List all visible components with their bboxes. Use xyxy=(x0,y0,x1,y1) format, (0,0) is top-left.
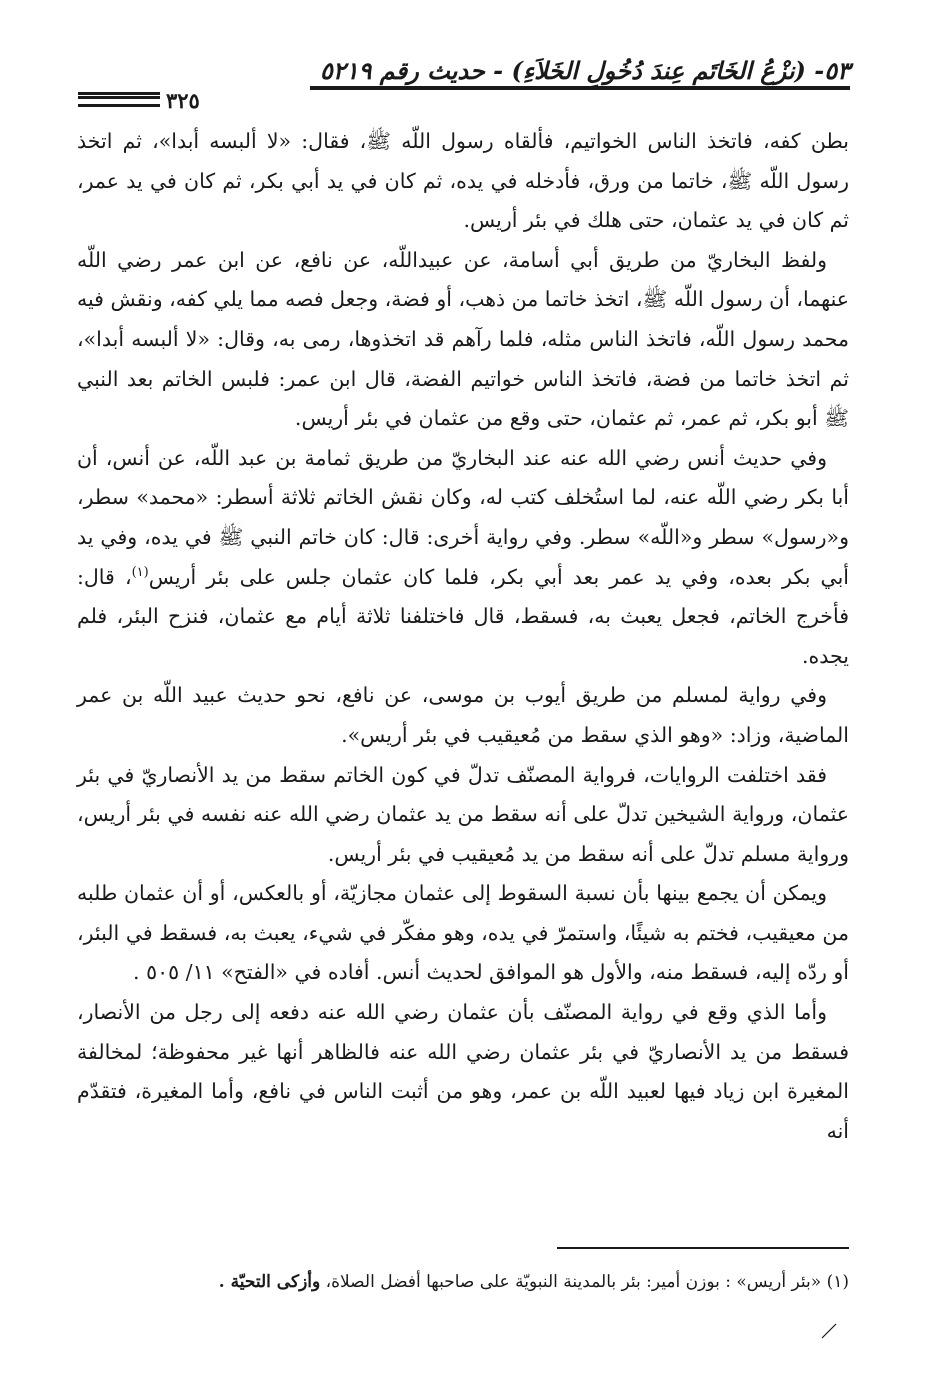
paragraph-text: وفي حديث أنس رضي الله عنه عند البخاريّ من طريق ثمامة بن عبد اللّه، عن أنس، أن أبا بكر رضي اللّه عنه، لما استُخلف كتب له، وكان نقش الخاتم ثلاثة أسطر: «محمد» سطر، و«رسول» سطر و«اللّه» سطر. وفي رواية أخرى: قال: كان خاتم النبي ﷺ في يده، وفي يد أبي بكر بعده، وفي يد عمر بعد أبي بكر، فلما كان عثمان جلس على بئر أريس xyxy=(77,445,849,589)
footnote-number: (١) xyxy=(826,1272,849,1292)
footnote xyxy=(77,1268,849,1296)
footnote-text-bold: وأزكى التحيّة . xyxy=(218,1272,321,1292)
paragraph: وأما الذي وقع في رواية المصنّف بأن عثمان رضي الله عنه دفعه إلى رجل من الأنصار، فسقط من يد الأنصاريّ في بئر عثمان رضي الله عنه فالظاهر أنها غير محفوظة؛ لمخالفة المغيرة ابن زياد فيها لعبيد اللّه بن عمر، وهو من أثبت الناس في نافع، وأما المغيرة، فتقدّم أنه xyxy=(77,1000,849,1143)
footnote-separator xyxy=(557,1247,849,1249)
page-number-rule-top xyxy=(78,92,160,99)
main-text xyxy=(77,122,849,1151)
paragraph: وفي رواية لمسلم من طريق أيوب بن موسى، عن نافع، نحو حديث عبيد اللّه بن عمر الماضية، وزاد: «وهو الذي سقط من مُعيقيب في بئر أريس». xyxy=(77,683,849,747)
page-number-rule-bottom xyxy=(78,104,160,107)
footnote-reference[interactable]: (١) xyxy=(131,564,149,580)
paragraph: فقد اختلفت الروايات، فرواية المصنّف تدلّ في كون الخاتم سقط من يد الأنصاريّ في بئر عثمان، ورواية الشيخين تدلّ على أنه سقط من يد عثمان رضي الله عنه نفسه في بئر أريس، ورواية مسلم تدلّ على أنه سقط من يد مُعيقيب في بئر أريس. xyxy=(77,762,849,866)
page-header xyxy=(78,52,850,113)
paragraph: ويمكن أن يجمع بينها بأن نسبة السقوط إلى عثمان مجازيّة، أو بالعكس، أو أن عثمان طلبه من معيقيب، فختم به شيئًا، واستمرّ في يده، وهو مفكّر في شيء، يعبث به، فسقط في البئر، أو ردّه إليه، فسقط منه، والأول هو الموافق لحديث أنس. أفاده في «الفتح» ١١/ ٥٠٥ . xyxy=(77,881,849,985)
page-number: ٣٢٥ xyxy=(166,88,200,113)
pen-mark-icon xyxy=(820,1322,838,1340)
paragraph xyxy=(77,439,849,677)
paragraph: ولفظ البخاريّ من طريق أبي أسامة، عن عبيداللّه، عن نافع، عن ابن عمر رضي اللّه عنهما، أن رسول اللّه ﷺ، اتخذ خاتما من ذهب، أو فضة، وجعل فصه مما يلي كفه، ونقش فيه محمد رسول اللّه، فاتخذ الناس مثله، فلما رآهم قد اتخذوها، رمى به، وقال: «لا ألبسه أبدا»، ثم اتخذ خاتما من فضة، فاتخذ الناس خواتيم الفضة، قال ابن عمر: فلبس الخاتم بعد النبي ﷺ أبو بكر، ثم عمر، ثم عثمان، حتى وقع من عثمان في بئر أريس. xyxy=(77,247,849,431)
paragraph-text-continued: ، قال: فأخرج الخاتم، فجعل يعبث به، فسقط، قال فاختلفنا ثلاثة أيام مع عثمان، فنزح البئر، فلم يجده. xyxy=(77,564,849,668)
chapter-title: ٥٣- (نزْعُ الخَاتَمِ عِندَ دُخُولِ الخَلاَءِ) - حديث رقم ٥٢١٩ xyxy=(319,56,850,85)
footnote-text: «بئر أريس» : بوزن أمير: بئر بالمدينة النبويّة على صاحبها أفضل الصلاة، xyxy=(325,1272,822,1292)
header-rule xyxy=(310,86,850,90)
paragraph: بطن كفه، فاتخذ الناس الخواتيم، فألقاه رسول اللّه ﷺ، فقال: «لا ألبسه أبدا»، ثم اتخذ رسول اللّه ﷺ، خاتما من ورق، فأدخله في يده، ثم كان في يد أبي بكر، ثم كان في يد عمر، ثم كان في يد عثمان، حتى هلك في بئر أريس. xyxy=(77,129,849,233)
